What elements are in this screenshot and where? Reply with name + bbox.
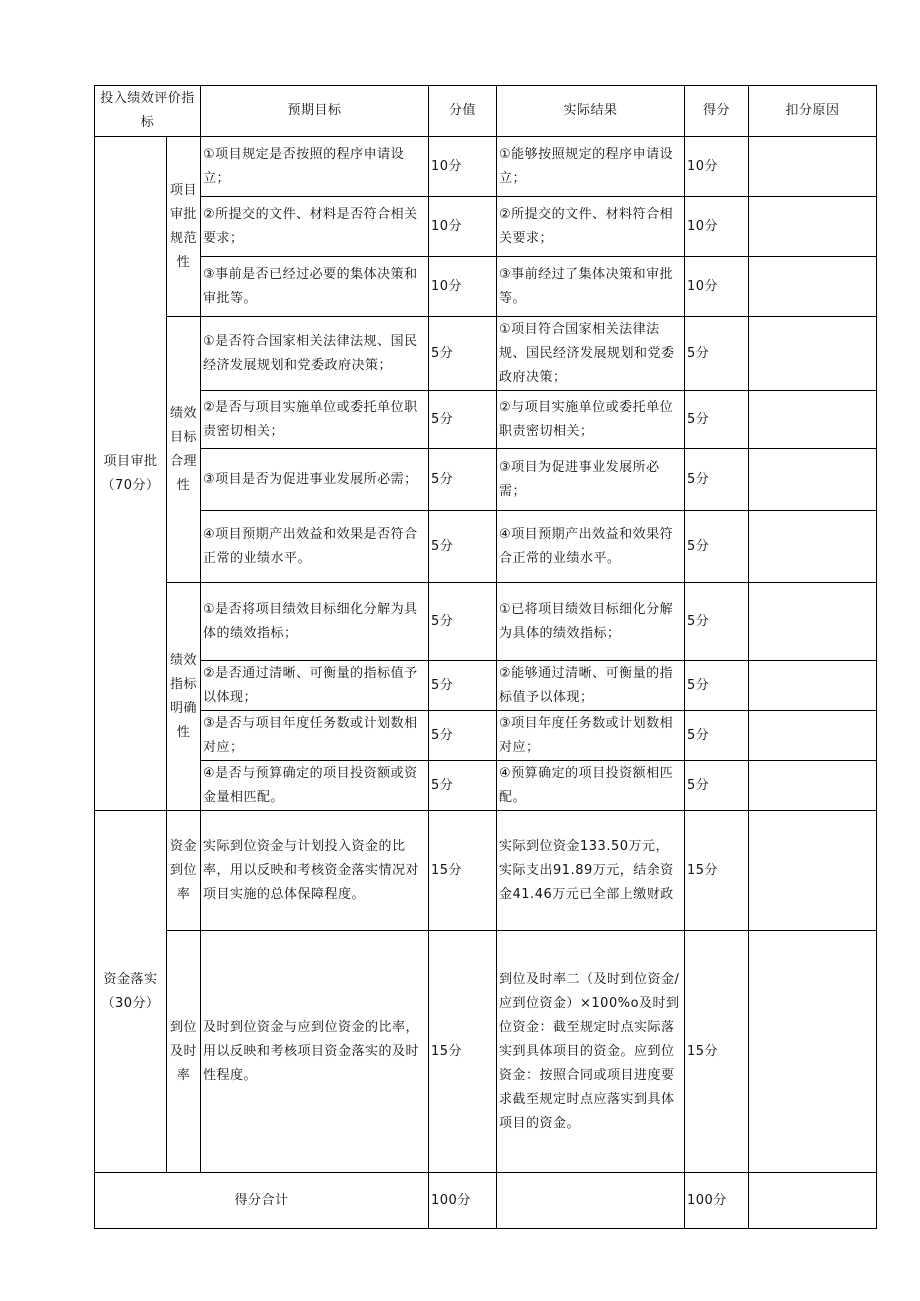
- result-cell: ②与项目实施单位或委托单位职责密切相关；: [497, 391, 685, 449]
- score-cell: 5分: [429, 511, 497, 583]
- table-row: [95, 317, 877, 391]
- deduct-cell: [749, 661, 877, 711]
- table-row: [95, 583, 877, 661]
- target-cell: ①是否符合国家相关法律法规、国民经济发展规划和党委政府决策；: [201, 317, 429, 391]
- score-cell: 10分: [429, 257, 497, 317]
- table-row: [95, 257, 877, 317]
- got-cell: 5分: [685, 761, 749, 811]
- got-cell: 10分: [685, 197, 749, 257]
- got-cell: 5分: [685, 711, 749, 761]
- score-cell: 5分: [429, 583, 497, 661]
- header-indicator: 投入绩效评价指标: [95, 86, 201, 137]
- deduct-cell: [749, 137, 877, 197]
- got-cell: 5分: [685, 449, 749, 511]
- table-row: [95, 391, 877, 449]
- deduct-cell: [749, 317, 877, 391]
- target-cell: ③是否与项目年度任务数或计划数相对应；: [201, 711, 429, 761]
- target-cell: ①项目规定是否按照的程序申请设立；: [201, 137, 429, 197]
- got-cell: 15分: [685, 811, 749, 931]
- result-cell: ③项目为促进事业发展所必需；: [497, 449, 685, 511]
- total-deduct: [749, 1173, 877, 1229]
- table-row: [95, 511, 877, 583]
- result-cell: ①能够按照规定的程序申请设立；: [497, 137, 685, 197]
- score-cell: 10分: [429, 137, 497, 197]
- deduct-cell: [749, 449, 877, 511]
- score-cell: 5分: [429, 761, 497, 811]
- total-row: [95, 1173, 877, 1229]
- total-label: 得分合计: [95, 1173, 429, 1229]
- table-row: [95, 197, 877, 257]
- header-target: 预期目标: [201, 86, 429, 137]
- table-row: [95, 931, 877, 1173]
- score-cell: 5分: [429, 661, 497, 711]
- total-score: 100分: [429, 1173, 497, 1229]
- deduct-cell: [749, 811, 877, 931]
- got-cell: 5分: [685, 583, 749, 661]
- target-cell: ④项目预期产出效益和效果是否符合正常的业绩水平。: [201, 511, 429, 583]
- result-cell: ②所提交的文件、材料符合相关要求；: [497, 197, 685, 257]
- target-cell: ③事前是否已经过必要的集体决策和审批等。: [201, 257, 429, 317]
- subcategory-cell: 到位及时率: [167, 931, 201, 1173]
- score-cell: 15分: [429, 811, 497, 931]
- result-cell: 实际到位资金133.50万元，实际支出91.89万元，结余资金41.46万元已全部上缴财政: [497, 811, 685, 931]
- deduct-cell: [749, 391, 877, 449]
- subcategory-cell: 绩效目标合理性: [167, 317, 201, 583]
- total-got: 100分: [685, 1173, 749, 1229]
- target-cell: 实际到位资金与计划投入资金的比率，用以反映和考核资金落实情况对项目实施的总体保障程度。: [201, 811, 429, 931]
- score-cell: 5分: [429, 449, 497, 511]
- deduct-cell: [749, 583, 877, 661]
- deduct-cell: [749, 711, 877, 761]
- table-row: [95, 449, 877, 511]
- result-cell: ①项目符合国家相关法律法规、国民经济发展规划和党委政府决策；: [497, 317, 685, 391]
- got-cell: 10分: [685, 257, 749, 317]
- got-cell: 5分: [685, 317, 749, 391]
- category-cell: 资金落实（30分）: [95, 811, 167, 1173]
- target-cell: ②是否与项目实施单位或委托单位职责密切相关；: [201, 391, 429, 449]
- result-cell: ④项目预期产出效益和效果符合正常的业绩水平。: [497, 511, 685, 583]
- target-cell: ④是否与预算确定的项目投资额或资金量相匹配。: [201, 761, 429, 811]
- result-cell: ①已将项目绩效目标细化分解为具体的绩效指标；: [497, 583, 685, 661]
- target-cell: ②是否通过清晰、可衡量的指标值予以体现；: [201, 661, 429, 711]
- category-cell: 项目审批（70分）: [95, 137, 167, 811]
- score-cell: 5分: [429, 711, 497, 761]
- result-cell: 到位及时率二（及时到位资金/应到位资金）×100%o及时到位资金：截至规定时点实际落实到具体项目的资金。应到位资金：按照合同或项目进度要求截至规定时点应落实到具体项目的资金。: [497, 931, 685, 1173]
- score-cell: 5分: [429, 391, 497, 449]
- subcategory-cell: 项目审批规范性: [167, 137, 201, 317]
- got-cell: 5分: [685, 661, 749, 711]
- deduct-cell: [749, 931, 877, 1173]
- result-cell: ③事前经过了集体决策和审批等。: [497, 257, 685, 317]
- deduct-cell: [749, 197, 877, 257]
- table-row: [95, 711, 877, 761]
- header-row: [95, 86, 877, 137]
- table-row: [95, 661, 877, 711]
- got-cell: 5分: [685, 391, 749, 449]
- total-result: [497, 1173, 685, 1229]
- target-cell: ①是否将项目绩效目标细化分解为具体的绩效指标；: [201, 583, 429, 661]
- header-got: 得分: [685, 86, 749, 137]
- table-row: [95, 761, 877, 811]
- score-cell: 15分: [429, 931, 497, 1173]
- target-cell: 及时到位资金与应到位资金的比率，用以反映和考核项目资金落实的及时性程度。: [201, 931, 429, 1173]
- deduct-cell: [749, 257, 877, 317]
- score-cell: 5分: [429, 317, 497, 391]
- header-score: 分值: [429, 86, 497, 137]
- evaluation-table: [94, 85, 877, 1229]
- header-result: 实际结果: [497, 86, 685, 137]
- deduct-cell: [749, 511, 877, 583]
- result-cell: ③项目年度任务数或计划数相对应；: [497, 711, 685, 761]
- table-row: [95, 137, 877, 197]
- got-cell: 5分: [685, 511, 749, 583]
- header-deduct: 扣分原因: [749, 86, 877, 137]
- got-cell: 10分: [685, 137, 749, 197]
- target-cell: ③项目是否为促进事业发展所必需；: [201, 449, 429, 511]
- result-cell: ④预算确定的项目投资额相匹配。: [497, 761, 685, 811]
- table-row: [95, 811, 877, 931]
- got-cell: 15分: [685, 931, 749, 1173]
- subcategory-cell: 绩效指标明确性: [167, 583, 201, 811]
- target-cell: ②所提交的文件、材料是否符合相关要求；: [201, 197, 429, 257]
- score-cell: 10分: [429, 197, 497, 257]
- deduct-cell: [749, 761, 877, 811]
- subcategory-cell: 资金到位率: [167, 811, 201, 931]
- result-cell: ②能够通过清晰、可衡量的指标值予以体现；: [497, 661, 685, 711]
